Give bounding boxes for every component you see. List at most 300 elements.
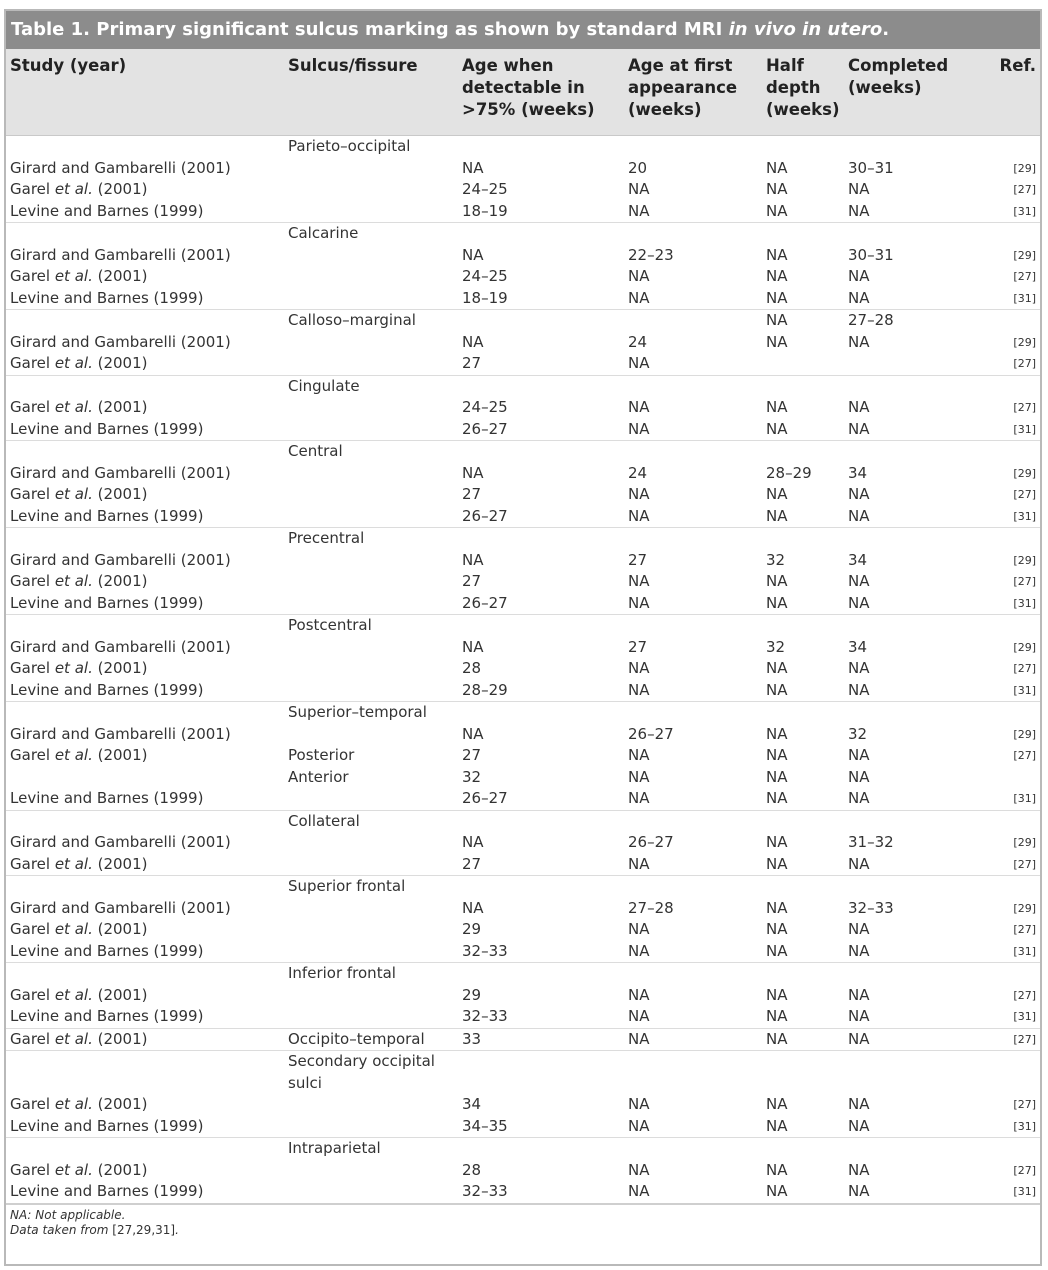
completed-cell: 34 — [848, 463, 868, 482]
completed-cell: NA — [848, 180, 870, 198]
table-row — [6, 919, 1040, 941]
ref-cell: [27] — [1013, 988, 1036, 1002]
header-completed: Completed (weeks) — [848, 56, 949, 97]
study-cell: Garel et al. (2001) — [10, 180, 148, 198]
sulcus-cell: Postcentral — [288, 616, 372, 634]
ref-cell: [31] — [1013, 792, 1036, 805]
completed-cell: NA — [848, 1116, 870, 1135]
first-appearance-cell: NA — [628, 659, 650, 677]
completed-cell: NA — [848, 1182, 870, 1200]
half-depth-cell: NA — [766, 854, 788, 873]
age75-cell: 34–35 — [462, 1116, 508, 1135]
study-cell: Levine and Barnes (1999) — [10, 1116, 204, 1135]
completed-cell: NA — [848, 767, 870, 786]
completed-cell: NA — [848, 746, 870, 764]
table-row — [6, 832, 1040, 854]
completed-cell: NA — [848, 1029, 870, 1048]
age75-cell: 18–19 — [462, 288, 508, 307]
ref-cell: [27] — [1013, 857, 1036, 871]
study-cell: Garel et al. (2001) — [10, 854, 148, 873]
table-row — [6, 550, 1040, 572]
study-cell: Girard and Gambarelli (2001) — [10, 245, 231, 264]
study-cell: Girard and Gambarelli (2001) — [10, 158, 231, 177]
table-row — [6, 854, 1040, 876]
table-row — [6, 1051, 1040, 1073]
table-row — [6, 419, 1040, 441]
half-depth-cell: NA — [766, 245, 788, 264]
age75-cell: 29 — [462, 985, 482, 1004]
first-appearance-cell: 20 — [628, 158, 648, 177]
completed-cell: 27–28 — [848, 311, 894, 329]
table-title — [6, 11, 1040, 49]
first-appearance-cell: NA — [628, 267, 650, 285]
completed-cell: NA — [848, 659, 870, 677]
half-depth-cell: NA — [766, 941, 788, 960]
table-row — [6, 1116, 1040, 1138]
first-appearance-cell: NA — [628, 506, 650, 525]
study-cell: Garel et al. (2001) — [10, 267, 148, 285]
study-cell: Girard and Gambarelli (2001) — [10, 637, 231, 656]
table-row — [6, 811, 1040, 833]
table-row — [6, 201, 1040, 223]
table-row — [6, 528, 1040, 550]
table-row — [6, 397, 1040, 419]
ref-cell: [27] — [1013, 923, 1036, 936]
ref-cell: [27] — [1013, 575, 1036, 588]
ref-cell: [29] — [1013, 836, 1036, 849]
header-first-appearance: Age at first appearance (weeks) — [628, 56, 738, 119]
first-appearance-cell: NA — [628, 746, 650, 764]
sulcus-cell: Cingulate — [288, 376, 360, 395]
half-depth-cell: NA — [766, 267, 788, 285]
first-appearance-cell: NA — [628, 920, 650, 938]
study-cell: Garel et al. (2001) — [10, 746, 148, 764]
age75-cell: 32–33 — [462, 1007, 508, 1025]
half-depth-cell: NA — [766, 311, 788, 329]
ref-cell: [27] — [1013, 357, 1036, 370]
table-row — [6, 223, 1040, 245]
completed-cell: NA — [848, 985, 870, 1004]
sulcus-cell: Parieto–occipital — [288, 137, 411, 155]
study-cell: Girard and Gambarelli (2001) — [10, 724, 231, 743]
sulcus-cell: Superior frontal — [288, 877, 406, 895]
age75-cell: 28 — [462, 659, 482, 677]
table-row — [6, 985, 1040, 1007]
half-depth-cell: NA — [766, 1182, 788, 1200]
age75-cell: 27 — [462, 485, 482, 503]
completed-cell: NA — [848, 593, 870, 612]
ref-cell: [27] — [1013, 488, 1036, 501]
table-row — [6, 1181, 1040, 1203]
title-suffix: . — [882, 19, 890, 40]
half-depth-cell: NA — [766, 920, 788, 938]
sulcus-cell: Anterior — [288, 767, 349, 786]
ref-cell: [31] — [1013, 944, 1036, 958]
age75-cell: 27 — [462, 746, 482, 764]
half-depth-cell: NA — [766, 767, 788, 786]
ref-cell: [31] — [1013, 422, 1036, 436]
footnote-na: NA: Not applicable. — [10, 1208, 126, 1222]
study-cell: Levine and Barnes (1999) — [10, 419, 204, 438]
ref-cell: [27] — [1013, 401, 1036, 414]
age75-cell: 28 — [462, 1160, 482, 1179]
table-row — [6, 1073, 1040, 1095]
ref-cell: [31] — [1013, 596, 1036, 610]
age75-cell: 26–27 — [462, 789, 508, 807]
completed-cell: NA — [848, 680, 870, 699]
completed-cell: NA — [848, 941, 870, 960]
sulcus-cell: Secondary occipital — [288, 1052, 435, 1070]
header-sulcus: Sulcus/fissure — [288, 56, 418, 75]
study-cell: Girard and Gambarelli (2001) — [10, 550, 231, 569]
age75-cell: 29 — [462, 920, 482, 938]
table-row — [6, 376, 1040, 398]
first-appearance-cell: NA — [628, 180, 650, 198]
completed-cell: 32 — [848, 724, 868, 743]
age75-cell: 27 — [462, 354, 482, 372]
table-row — [6, 898, 1040, 920]
age75-cell: 28–29 — [462, 680, 508, 699]
completed-cell: 32–33 — [848, 898, 894, 917]
age75-cell: NA — [462, 724, 484, 743]
study-cell: Garel et al. (2001) — [10, 572, 148, 590]
first-appearance-cell: NA — [628, 1095, 650, 1113]
completed-cell: NA — [848, 398, 870, 416]
study-cell: Levine and Barnes (1999) — [10, 1182, 204, 1200]
age75-cell: 24–25 — [462, 180, 508, 198]
age75-cell: 24–25 — [462, 267, 508, 285]
completed-cell: NA — [848, 572, 870, 590]
table-row — [6, 658, 1040, 680]
ref-cell: [31] — [1013, 1119, 1036, 1133]
footnote-source-suffix: . — [175, 1223, 179, 1237]
ref-cell: [29] — [1013, 161, 1036, 175]
half-depth-cell: NA — [766, 789, 788, 807]
study-cell: Garel et al. (2001) — [10, 920, 148, 938]
table-row — [6, 441, 1040, 463]
sulcus-cell: Occipito–temporal — [288, 1029, 425, 1048]
table-frame — [4, 9, 1042, 1266]
half-depth-cell: NA — [766, 746, 788, 764]
sulcus-cell: Intraparietal — [288, 1139, 381, 1157]
age75-cell: NA — [462, 637, 484, 656]
sulcus-cell: Superior–temporal — [288, 703, 427, 721]
table-row — [6, 158, 1040, 180]
completed-cell: 30–31 — [848, 245, 894, 264]
ref-cell: [29] — [1013, 727, 1036, 741]
study-cell: Girard and Gambarelli (2001) — [10, 463, 231, 482]
first-appearance-cell: NA — [628, 1007, 650, 1025]
table-body — [6, 136, 1040, 1205]
age75-cell: 32–33 — [462, 941, 508, 960]
ref-cell: [27] — [1013, 270, 1036, 283]
study-cell: Garel et al. (2001) — [10, 1095, 148, 1113]
ref-cell: [29] — [1013, 466, 1036, 480]
half-depth-cell: NA — [766, 398, 788, 416]
table-row — [6, 1160, 1040, 1182]
first-appearance-cell: 27–28 — [628, 898, 674, 917]
table-row — [6, 332, 1040, 354]
table-row — [6, 288, 1040, 310]
table-footnotes — [10, 1208, 179, 1238]
half-depth-cell: NA — [766, 680, 788, 699]
first-appearance-cell: NA — [628, 572, 650, 590]
completed-cell: NA — [848, 789, 870, 807]
completed-cell: 31–32 — [848, 833, 894, 851]
first-appearance-cell: NA — [628, 854, 650, 873]
half-depth-cell: NA — [766, 332, 788, 351]
first-appearance-cell: NA — [628, 288, 650, 307]
sulcus-cell: Posterior — [288, 746, 355, 764]
half-depth-cell: NA — [766, 506, 788, 525]
table-group — [6, 223, 1040, 310]
first-appearance-cell: NA — [628, 201, 650, 220]
first-appearance-cell: NA — [628, 680, 650, 699]
ref-cell: [29] — [1013, 553, 1036, 567]
age75-cell: NA — [462, 898, 484, 917]
half-depth-cell: NA — [766, 593, 788, 612]
table-group — [6, 963, 1040, 1029]
half-depth-cell: NA — [766, 985, 788, 1004]
first-appearance-cell: 26–27 — [628, 724, 674, 743]
half-depth-cell: NA — [766, 1160, 788, 1179]
ref-cell: [29] — [1013, 901, 1036, 915]
header-age75: Age when detectable in >75% (weeks) — [462, 56, 595, 119]
ref-cell: [29] — [1013, 640, 1036, 654]
sulcus-cell: Precentral — [288, 529, 365, 547]
completed-cell: NA — [848, 288, 870, 307]
first-appearance-cell: 24 — [628, 332, 648, 351]
table-row — [6, 1094, 1040, 1116]
first-appearance-cell: NA — [628, 398, 650, 416]
ref-cell: [31] — [1013, 1185, 1036, 1198]
age75-cell: 27 — [462, 854, 482, 873]
table-row — [6, 941, 1040, 963]
table-group — [6, 1138, 1040, 1205]
study-cell: Garel et al. (2001) — [10, 398, 148, 416]
age75-cell: NA — [462, 550, 484, 569]
table-group — [6, 376, 1040, 442]
header-half-depth: Half depth (weeks) — [766, 56, 840, 119]
half-depth-cell: NA — [766, 659, 788, 677]
table-row — [6, 680, 1040, 702]
table-header — [6, 49, 1040, 136]
table-row — [6, 1138, 1040, 1160]
study-cell: Garel et al. (2001) — [10, 354, 148, 372]
ref-cell: [27] — [1013, 1032, 1036, 1046]
study-cell: Levine and Barnes (1999) — [10, 288, 204, 307]
table-row — [6, 702, 1040, 724]
table-row — [6, 963, 1040, 985]
half-depth-cell: NA — [766, 201, 788, 220]
sulcus-cell: Calloso–marginal — [288, 311, 416, 329]
completed-cell: 30–31 — [848, 158, 894, 177]
completed-cell: 34 — [848, 637, 868, 656]
study-cell: Levine and Barnes (1999) — [10, 593, 204, 612]
ref-cell: [27] — [1013, 749, 1036, 762]
age75-cell: 32 — [462, 767, 482, 786]
first-appearance-cell: 26–27 — [628, 833, 674, 851]
sulcus-cell: Inferior frontal — [288, 964, 396, 982]
age75-cell: 27 — [462, 572, 482, 590]
first-appearance-cell: NA — [628, 789, 650, 807]
half-depth-cell: NA — [766, 572, 788, 590]
half-depth-cell: NA — [766, 1007, 788, 1025]
table-row — [6, 266, 1040, 288]
half-depth-cell: NA — [766, 485, 788, 503]
study-cell: Girard and Gambarelli (2001) — [10, 898, 231, 917]
table-row — [6, 463, 1040, 485]
age75-cell: NA — [462, 332, 484, 351]
table-row — [6, 767, 1040, 789]
table-row — [6, 724, 1040, 746]
half-depth-cell: NA — [766, 1029, 788, 1048]
study-cell: Garel et al. (2001) — [10, 485, 148, 503]
age75-cell: 24–25 — [462, 398, 508, 416]
table-group — [6, 702, 1040, 811]
first-appearance-cell: NA — [628, 1182, 650, 1200]
first-appearance-cell: NA — [628, 485, 650, 503]
completed-cell: 34 — [848, 550, 868, 569]
table-group — [6, 441, 1040, 528]
half-depth-cell: NA — [766, 180, 788, 198]
half-depth-cell: NA — [766, 158, 788, 177]
study-cell: Garel et al. (2001) — [10, 985, 148, 1004]
sulcus-cell: Central — [288, 442, 343, 460]
completed-cell: NA — [848, 854, 870, 873]
first-appearance-cell: NA — [628, 941, 650, 960]
study-cell: Levine and Barnes (1999) — [10, 201, 204, 220]
table-row — [6, 637, 1040, 659]
sulcus-cell: Calcarine — [288, 224, 359, 242]
ref-cell: [29] — [1013, 248, 1036, 262]
age75-cell: NA — [462, 463, 484, 482]
table-row — [6, 136, 1040, 158]
table-row — [6, 1006, 1040, 1028]
age75-cell: 32–33 — [462, 1182, 508, 1200]
age75-cell: 34 — [462, 1095, 482, 1113]
half-depth-cell: 32 — [766, 637, 786, 656]
first-appearance-cell: NA — [628, 1116, 650, 1135]
completed-cell: NA — [848, 332, 870, 351]
study-cell: Girard and Gambarelli (2001) — [10, 833, 231, 851]
study-cell: Levine and Barnes (1999) — [10, 1007, 204, 1025]
table-row — [6, 1029, 1040, 1051]
study-cell: Garel et al. (2001) — [10, 659, 148, 677]
completed-cell: NA — [848, 1160, 870, 1179]
table-group — [6, 310, 1040, 376]
half-depth-cell: NA — [766, 724, 788, 743]
completed-cell: NA — [848, 1095, 870, 1113]
footnote-source — [10, 1223, 179, 1238]
half-depth-cell: NA — [766, 419, 788, 438]
table-row — [6, 593, 1040, 615]
first-appearance-cell: NA — [628, 354, 650, 372]
table-group — [6, 811, 1040, 877]
table-group — [6, 136, 1040, 223]
half-depth-cell: NA — [766, 288, 788, 307]
study-cell: Levine and Barnes (1999) — [10, 506, 204, 525]
table-row — [6, 310, 1040, 332]
first-appearance-cell: NA — [628, 985, 650, 1004]
table-row — [6, 245, 1040, 267]
table-row — [6, 571, 1040, 593]
ref-cell: [27] — [1013, 1163, 1036, 1177]
first-appearance-cell: NA — [628, 1029, 650, 1048]
table-row — [6, 484, 1040, 506]
ref-cell: [27] — [1013, 1098, 1036, 1111]
ref-cell: [31] — [1013, 683, 1036, 697]
ref-cell: [31] — [1013, 291, 1036, 305]
age75-cell: 26–27 — [462, 419, 508, 438]
study-cell: Garel et al. (2001) — [10, 1029, 148, 1048]
completed-cell: NA — [848, 1007, 870, 1025]
half-depth-cell: NA — [766, 1095, 788, 1113]
completed-cell: NA — [848, 419, 870, 438]
title-italic-text: in vivo in utero — [728, 19, 883, 40]
first-appearance-cell: 24 — [628, 463, 648, 482]
age75-cell: 18–19 — [462, 201, 508, 220]
first-appearance-cell: NA — [628, 593, 650, 612]
table-group — [6, 1029, 1040, 1052]
table-row — [6, 353, 1040, 375]
study-cell: Girard and Gambarelli (2001) — [10, 332, 231, 351]
half-depth-cell: 32 — [766, 550, 786, 569]
first-appearance-cell: NA — [628, 1160, 650, 1179]
table-group — [6, 528, 1040, 615]
age75-cell: 26–27 — [462, 506, 508, 525]
table-row — [6, 788, 1040, 810]
ref-cell: [27] — [1013, 662, 1036, 675]
ref-cell: [31] — [1013, 204, 1036, 218]
completed-cell: NA — [848, 267, 870, 285]
ref-cell: [27] — [1013, 183, 1036, 196]
first-appearance-cell: NA — [628, 419, 650, 438]
header-ref: Ref. — [999, 56, 1036, 75]
age75-cell: NA — [462, 158, 484, 177]
ref-cell: [29] — [1013, 335, 1036, 349]
ref-cell: [31] — [1013, 509, 1036, 523]
table-row — [6, 876, 1040, 898]
half-depth-cell: 28–29 — [766, 463, 812, 482]
title-text: Table 1. Primary significant sulcus marking as shown by standard MRI — [11, 19, 729, 40]
header-study: Study (year) — [10, 56, 127, 75]
footnote-source-text: Data taken from — [10, 1223, 113, 1237]
age75-cell: NA — [462, 833, 484, 851]
table-group — [6, 615, 1040, 702]
half-depth-cell: NA — [766, 833, 788, 851]
table-row — [6, 506, 1040, 528]
table-row — [6, 745, 1040, 767]
first-appearance-cell: 27 — [628, 637, 648, 656]
completed-cell: NA — [848, 506, 870, 525]
sulcus-cell: Collateral — [288, 811, 360, 830]
study-cell: Levine and Barnes (1999) — [10, 680, 204, 699]
study-cell: Levine and Barnes (1999) — [10, 941, 204, 960]
study-cell: Levine and Barnes (1999) — [10, 789, 204, 807]
table-group — [6, 1051, 1040, 1138]
half-depth-cell: NA — [766, 1116, 788, 1135]
study-cell: Garel et al. (2001) — [10, 1160, 148, 1179]
footnote-source-refs: [27,29,31] — [112, 1223, 176, 1237]
first-appearance-cell: NA — [628, 767, 650, 786]
age75-cell: 33 — [462, 1029, 482, 1048]
ref-cell: [31] — [1013, 1010, 1036, 1023]
completed-cell: NA — [848, 201, 870, 220]
completed-cell: NA — [848, 920, 870, 938]
table-row — [6, 615, 1040, 637]
first-appearance-cell: 27 — [628, 550, 648, 569]
